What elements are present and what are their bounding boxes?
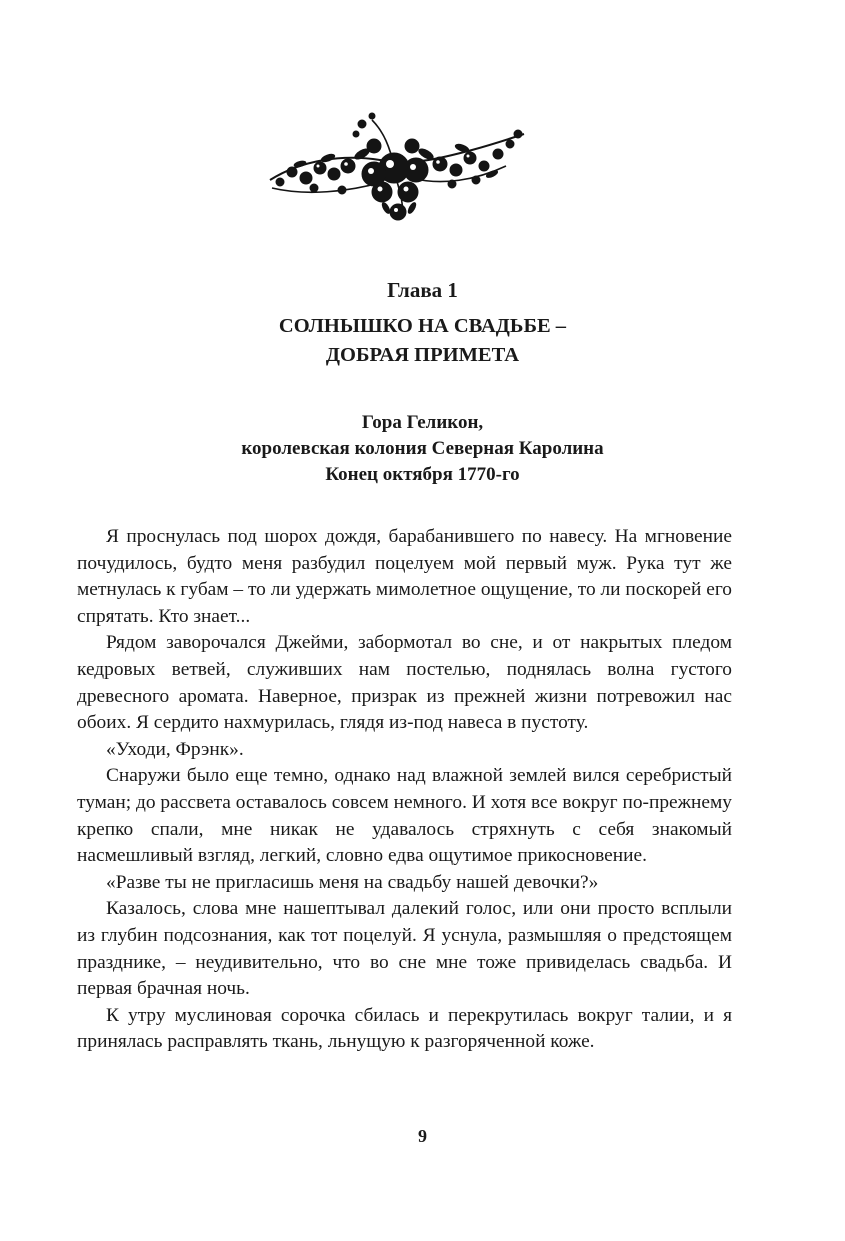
location-heading: [0, 410, 845, 488]
paragraph: Казалось, слова мне нашептывал далекий голос, или они просто всплыли из глубин подсознания, как тот поцелуй. Я уснула, размышляя о предстоящем празднике, – неудивительно, что во сне мне тоже привиделась свадьба. И первая брачная ночь.: [77, 898, 732, 1000]
floral-vignette-icon: [262, 108, 528, 226]
page-number: 9: [418, 1126, 427, 1146]
paragraph: Снаружи было еще темно, однако над влажной землей вился серебристый туман; до рассвета оставалось совсем немного. И хотя все вокруг по-прежнему крепко спали, мне никак не удавалось стряхнуть с себя знакомый насмешливый взгляд, легкий, словно едва ощутимое прикосновение.: [77, 765, 732, 867]
paragraph: Я проснулась под шорох дождя, барабанившего по навесу. На мгновение почудилось, будто меня разбудил поцелуем мой первый муж. Рука тут же метнулась к губам – то ли удержать мимолетное ощущение, то ли поскорей его спрятать. Кто знает...: [77, 526, 732, 627]
location-line: королевская колония Северная Каролина: [241, 438, 604, 459]
paragraph: «Разве ты не пригласишь меня на свадьбу нашей девочки?»: [106, 871, 599, 893]
paragraph: Рядом заворочался Джейми, забормотал во сне, и от накрытых пледом кедровых ветвей, служивших нам постелью, поднялась волна густого древесного аромата. Наверное, призрак из прежней жизни потревожил нас обоих. Я сердито нахмурилась, глядя из-под навеса в пустоту.: [77, 632, 732, 734]
body-text: [77, 524, 732, 1056]
chapter-title-line: ДОБРАЯ ПРИМЕТА: [325, 344, 520, 366]
paragraph: К утру муслиновая сорочка сбилась и перекрутилась вокруг талии, и я принялась расправлять ткань, льнущую к разгоряченной коже.: [77, 1004, 732, 1053]
paragraph: «Уходи, Фрэнк».: [106, 738, 244, 760]
chapter-title-line: СОЛНЫШКО НА СВАДЬБЕ –: [278, 315, 567, 337]
chapter-title: [0, 312, 845, 370]
location-line: Гора Геликон,: [361, 412, 484, 433]
chapter-number: Глава 1: [387, 278, 458, 302]
location-line: Конец октября 1770-го: [325, 464, 520, 485]
